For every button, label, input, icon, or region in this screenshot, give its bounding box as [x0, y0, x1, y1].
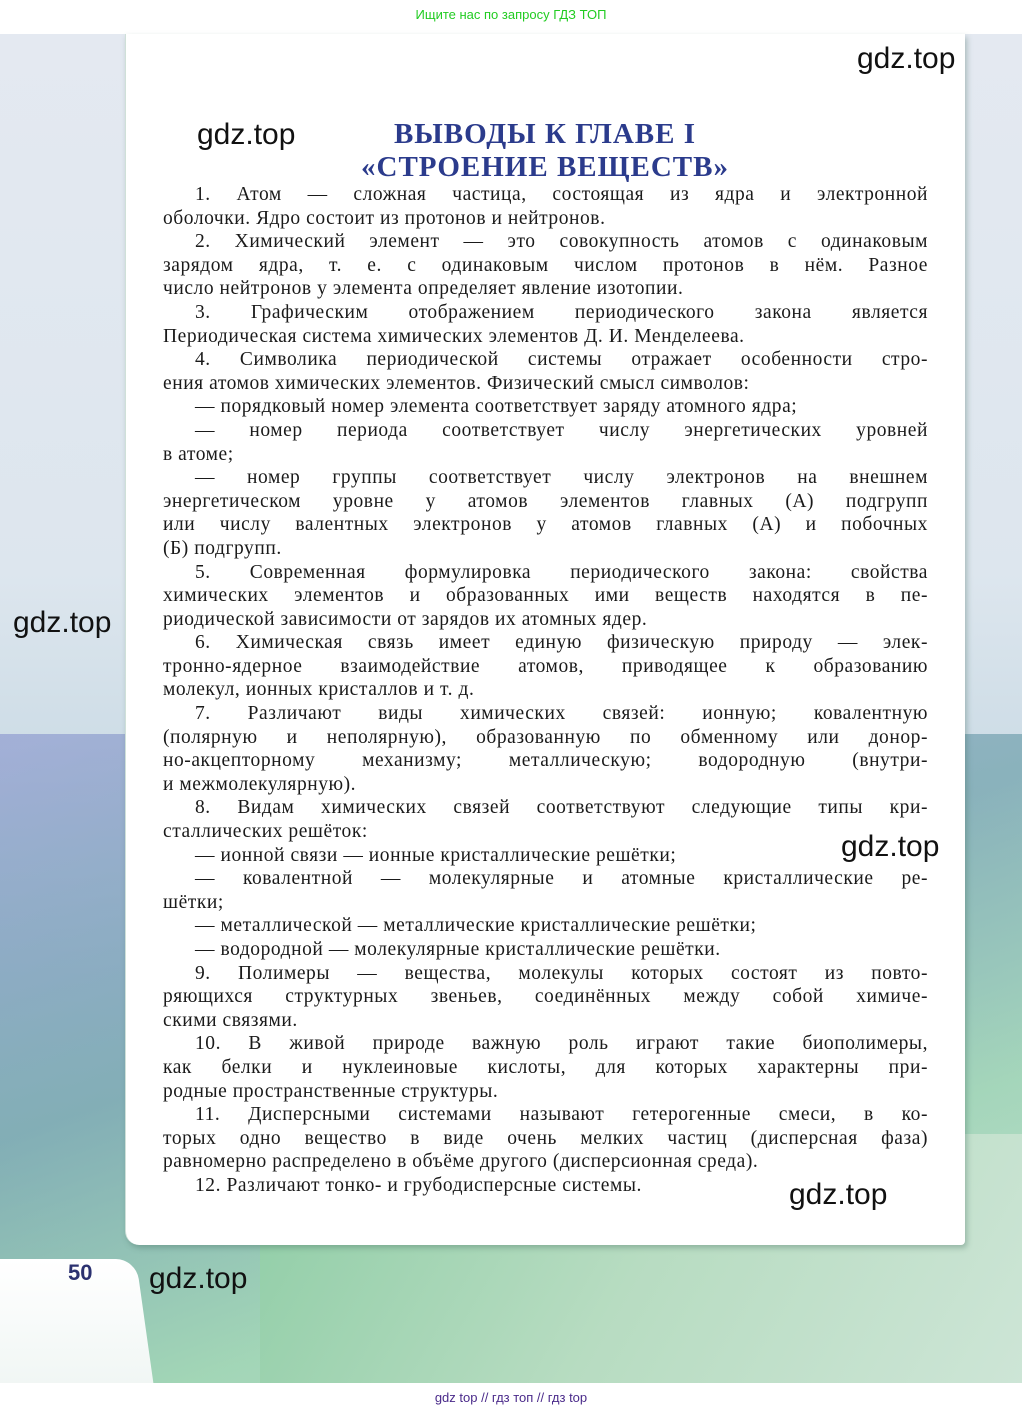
- text-line: ряющихся структурных звеньев, соединённых между собой химиче-: [163, 986, 928, 1008]
- watermark: gdz.top: [149, 1262, 248, 1295]
- paragraph: [163, 419, 928, 466]
- text-line: число нейтронов у элемента определяет явление изотопии.: [163, 278, 684, 300]
- text-line: 5. Современная формулировка периодического закона: свойства: [195, 561, 928, 583]
- text-line: тронно-ядерное взаимодействие атомов, приводящее к образованию: [163, 655, 928, 677]
- paragraph: [163, 230, 928, 301]
- text-line: 6. Химическая связь имеет единую физическую природу — элек-: [195, 632, 928, 654]
- text-line: или числу валентных электронов у атомов главных (А) и побочных: [163, 514, 928, 536]
- text-line: химических элементов и образованных ими веществ находятся в пе-: [163, 585, 928, 607]
- paragraph: [163, 844, 928, 868]
- text-line: 11. Дисперсными системами называют гетерогенные смеси, в ко-: [195, 1104, 928, 1126]
- summary-text: [163, 183, 928, 1198]
- text-line: скими связями.: [163, 1009, 298, 1031]
- text-line: 10. В живой природе важную роль играют такие биополимеры,: [195, 1033, 928, 1055]
- paragraph: [163, 395, 928, 419]
- watermark: gdz.top: [13, 606, 112, 639]
- text-line: 8. Видам химических связей соответствуют следующие типы кри-: [195, 797, 928, 819]
- text-line: родные пространственные структуры.: [163, 1080, 499, 1102]
- text-line: — металлической — металлические кристаллические решётки;: [195, 915, 757, 937]
- text-line: равномерно распределено в объёме другого (дисперсионная среда).: [163, 1151, 759, 1173]
- text-line: и межмолекулярную).: [163, 773, 357, 795]
- watermark: gdz.top: [841, 830, 940, 863]
- text-line: — ионной связи — ионные кристаллические решётки;: [195, 844, 677, 866]
- paragraph: [163, 183, 928, 230]
- text-line: — водородной — молекулярные кристаллические решётки.: [195, 939, 721, 960]
- watermark: gdz.top: [857, 42, 956, 75]
- text-line: 3. Графическим отображением периодического закона является: [195, 301, 928, 323]
- text-line: (полярную и неполярную), образованную по обменному или донор-: [163, 726, 928, 748]
- text-line: энергетическом уровне у атомов элементов главных (А) подгрупп: [163, 490, 928, 512]
- search-banner[interactable]: Ищите нас по запросу ГДЗ ТОП: [0, 0, 1022, 34]
- text-line: но-акцепторному механизму; металлическую; водородную (внутри-: [163, 750, 928, 772]
- text-line: 4. Символика периодической системы отражает особенности стро-: [195, 349, 928, 371]
- chapter-title: [300, 118, 790, 184]
- text-line: — ковалентной — молекулярные и атомные кристаллические ре-: [195, 868, 928, 890]
- text-line: Периодическая система химических элементов Д. И. Менделеева.: [163, 325, 745, 347]
- text-line: — номер группы соответствует числу электронов на внешнем: [195, 467, 928, 489]
- text-line: шётки;: [163, 891, 224, 913]
- text-line: зарядом ядра, т. е. с одинаковым числом протонов в нём. Разное: [163, 254, 928, 276]
- text-line: (Б) подгрупп.: [163, 537, 282, 559]
- title-line-2: «СТРОЕНИЕ ВЕЩЕСТВ»: [361, 151, 729, 183]
- paragraph: [163, 561, 928, 632]
- paragraph: [163, 938, 928, 962]
- text-line: ения атомов химических элементов. Физический смысл символов:: [163, 372, 750, 394]
- paragraph: [163, 914, 928, 938]
- paragraph: [163, 348, 928, 395]
- paragraph: [163, 1103, 928, 1174]
- paragraph: [163, 702, 928, 796]
- watermark: gdz.top: [197, 118, 296, 151]
- paragraph: [163, 962, 928, 1033]
- text-line: риодической зависимости от зарядов их атомных ядер.: [163, 608, 648, 630]
- title-line-1: ВЫВОДЫ К ГЛАВЕ I: [393, 118, 697, 150]
- watermark: gdz.top: [789, 1178, 888, 1211]
- text-line: как белки и нуклеиновые кислоты, для которых характерны при-: [163, 1056, 928, 1078]
- footer-links[interactable]: gdz top // гдз топ // гдз top: [0, 1383, 1022, 1416]
- text-line: 12. Различают тонко- и грубодисперсные системы.: [195, 1174, 642, 1196]
- text-line: сталлических решёток:: [163, 821, 368, 843]
- text-line: — порядковый номер элемента соответствует заряду атомного ядра;: [195, 396, 798, 418]
- text-line: оболочки. Ядро состоит из протонов и нейтронов.: [163, 207, 606, 229]
- paragraph: [163, 631, 928, 702]
- paragraph: [163, 867, 928, 914]
- paragraph: [163, 466, 928, 560]
- text-line: 9. Полимеры — вещества, молекулы которых состоят из повто-: [195, 962, 928, 984]
- page-number: 50: [68, 1260, 93, 1285]
- paragraph: [163, 1032, 928, 1103]
- paragraph: [163, 301, 928, 348]
- text-line: торых одно вещество в виде очень мелких частиц (дисперсная фаза): [163, 1127, 928, 1149]
- text-line: 7. Различают виды химических связей: ионную; ковалентную: [195, 703, 928, 725]
- text-line: 2. Химический элемент — это совокупность атомов с одинаковым: [195, 231, 928, 253]
- text-line: 1. Атом — сложная частица, состоящая из ядра и электронной: [195, 184, 928, 205]
- text-line: — номер периода соответствует числу энергетических уровней: [195, 419, 928, 441]
- text-line: молекул, ионных кристаллов и т. д.: [163, 679, 475, 701]
- paragraph: [163, 796, 928, 843]
- text-line: в атоме;: [163, 443, 234, 465]
